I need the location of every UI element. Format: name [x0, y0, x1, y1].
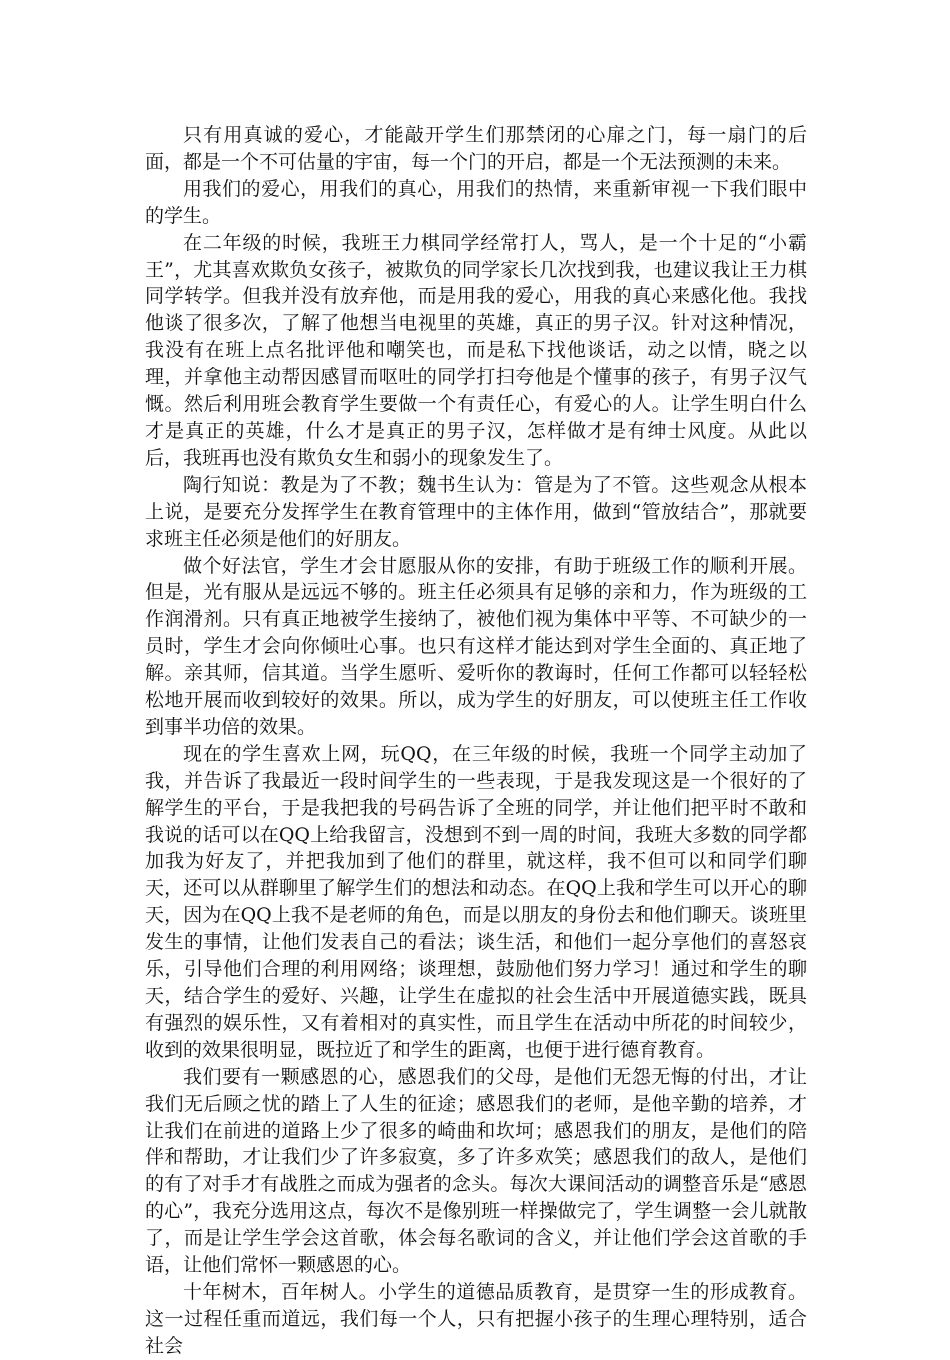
- paragraph-7: 我们要有一颗感恩的心，感恩我们的父母，是他们无怨无悔的付出，才让我们无后顾之忧的踏上了人生的征途；感恩我们的老师，是他辛勤的培养，才让我们在前进的道路上少了很多的崎曲和坎坷；感恩我们的朋友，是他们的陪伴和帮助，才让我们少了许多寂寞，多了许多欢笑；感恩我们的敌人，是他们的有了对手才有战胜之而成为强者的念头。每次大课间活动的调整音乐是“感恩的心”，我充分选用这点，每次不是像别班一样操做完了，学生调整一会儿就散了，而是让学生学会这首歌，体会每名歌词的含义，并让他们学会这首歌的手语，让他们常怀一颗感恩的心。: [145, 1065, 807, 1277]
- paragraph-6: 现在的学生喜欢上网，玩QQ，在三年级的时候，我班一个同学主动加了我，并告诉了我最近一段时间学生的一些表现，于是我发现这是一个很好的了解学生的平台，于是我把我的号码告诉了全班的同学，并让他们把平时不敢和我说的话可以在QQ上给我留言，没想到不到一周的时间，我班大多数的同学都加我为好友了，并把我加到了他们的群里，就这样，我不但可以和同学们聊天，还可以从群聊里了解学生们的想法和动态。在QQ上我和学生可以开心的聊天，因为在QQ上我不是老师的角色，而是以朋友的身份去和他们聊天。谈班里发生的事情，让他们发表自己的看法；谈生活，和他们一起分享他们的喜怒哀乐，引导他们合理的利用网络；谈理想，鼓励他们努力学习！通过和学生的聊天，结合学生的爱好、兴趣，让学生在虚拟的社会生活中开展道德实践，既具有强烈的娱乐性，又有着相对的真实性，而且学生在活动中所花的时间较少，收到的效果很明显，既拉近了和学生的距离，也便于进行德育教育。: [145, 742, 807, 1061]
- paragraph-2: 用我们的爱心，用我们的真心，用我们的热情，来重新审视一下我们眼中的学生。: [145, 177, 807, 227]
- paragraph-1: 只有用真诚的爱心，才能敲开学生们那禁闭的心扉之门，每一扇门的后面，都是一个不可估量的宇宙，每一个门的开启，都是一个无法预测的未来。: [145, 124, 807, 173]
- paragraph-4: 陶行知说：教是为了不教；魏书生认为：管是为了不管。这些观念从根本上说，是要充分发挥学生在教育管理中的主体作用，做到“管放结合”，那就要求班主任必须是他们的好朋友。: [145, 473, 807, 550]
- document-body: [145, 122, 807, 1360]
- paragraph-5: 做个好法官，学生才会甘愿服从你的安排，有助于班级工作的顺利开展。但是，光有服从是远远不够的。班主任必须具有足够的亲和力，作为班级的工作润滑剂。只有真正地被学生接纳了，被他们视为集体中平等、不可缺少的一员时，学生才会向你倾吐心事。也只有这样才能达到对学生全面的、真正地了解。亲其师，信其道。当学生愿听、爱听你的教诲时，任何工作都可以轻轻松松地开展而收到较好的效果。所以，成为学生的好朋友，可以使班主任工作收到事半功倍的效果。: [145, 554, 807, 738]
- paragraph-8: 十年树木，百年树人。小学生的道德品质教育，是贯穿一生的形成教育。这一过程任重而道远，我们每一个人，只有把握小孩子的生理心理特别，适合社会: [145, 1280, 807, 1357]
- paragraph-3: 在二年级的时候，我班王力棋同学经常打人，骂人，是一个十足的“小霸王”，尤其喜欢欺负女孩子，被欺负的同学家长几次找到我，也建议我让王力棋同学转学。但我并没有放弃他，而是用我的爱心，用我的真心来感化他。我找他谈了很多次，了解了他想当电视里的英雄，真正的男子汉。针对这种情况，我没有在班上点名批评他和嘲笑也，而是私下找他谈话，动之以情，晓之以理，并拿他主动帮因感冒而呕吐的同学打扫夸他是个懂事的孩子，有男子汉气慨。然后利用班会教育学生要做一个有责任心，有爱心的人。让学生明白什么才是真正的英雄，什么才是真正的男子汉，怎样做才是有绅士风度。从此以后，我班再也没有欺负女生和弱小的现象发生了。: [145, 231, 807, 469]
